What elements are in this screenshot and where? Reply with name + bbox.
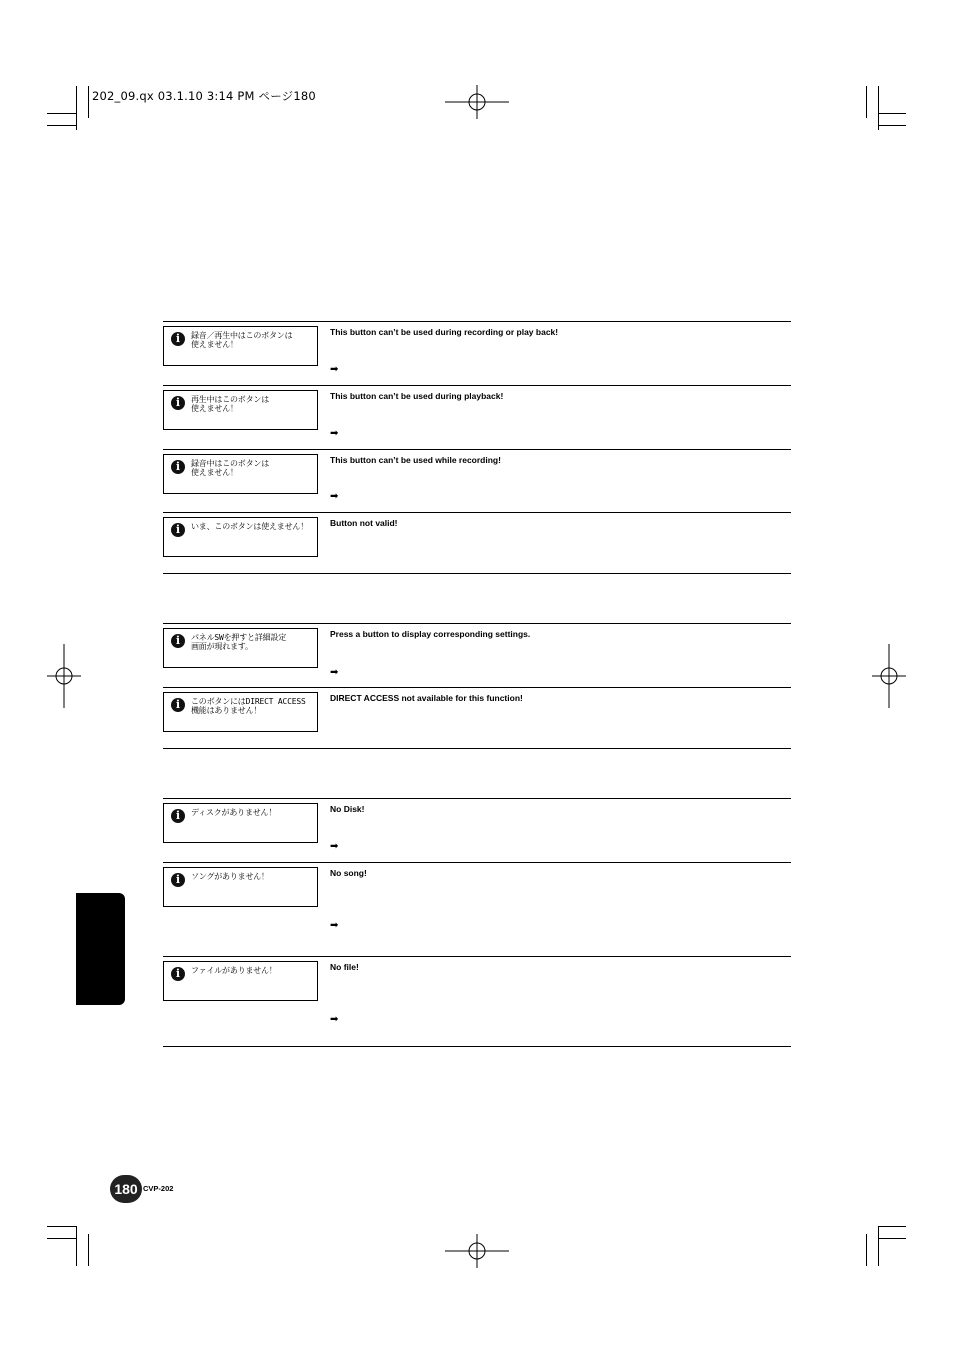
message-row xyxy=(163,385,791,449)
crop-mark xyxy=(47,113,77,114)
arrow-right-icon: ➡ xyxy=(330,428,339,439)
message-row xyxy=(163,321,791,385)
info-icon: i xyxy=(171,523,185,537)
lcd-display xyxy=(163,326,318,366)
crop-mark xyxy=(878,1226,879,1266)
lcd-message: 再生中はこのボタンは 使えません！ xyxy=(191,395,269,413)
lcd-display xyxy=(163,692,318,732)
lcd-message: 録音／再生中はこのボタンは 使えません！ xyxy=(191,331,293,349)
crop-mark xyxy=(88,1234,89,1266)
info-icon: i xyxy=(171,809,185,823)
message-text: DIRECT ACCESS not available for this function! xyxy=(330,693,523,703)
message-section xyxy=(163,798,791,1049)
crop-mark xyxy=(47,125,77,126)
arrow-right-icon: ➡ xyxy=(330,491,339,502)
info-icon: i xyxy=(171,967,185,981)
crop-mark xyxy=(878,113,906,114)
crop-mark xyxy=(76,86,77,130)
lcd-message: 録音中はこのボタンは 使えません！ xyxy=(191,459,269,477)
crop-mark xyxy=(88,86,89,118)
arrow-right-icon: ➡ xyxy=(330,667,339,678)
crop-mark xyxy=(47,1238,77,1239)
crop-mark xyxy=(866,86,867,118)
crop-mark xyxy=(878,86,879,130)
crop-mark xyxy=(878,1226,906,1227)
crop-mark xyxy=(47,1226,77,1227)
message-text: No file! xyxy=(330,962,359,972)
page-number: 180 xyxy=(110,1175,142,1203)
lcd-display xyxy=(163,517,318,557)
registration-mark-icon xyxy=(872,644,906,708)
registration-mark-icon xyxy=(445,1234,509,1268)
lcd-display xyxy=(163,961,318,1001)
section-divider xyxy=(163,573,791,574)
section-divider xyxy=(163,1046,791,1047)
arrow-right-icon: ➡ xyxy=(330,841,339,852)
info-icon: i xyxy=(171,873,185,887)
lcd-message: いま、このボタンは使えません！ xyxy=(191,522,308,531)
message-text: This button can’t be used during playback! xyxy=(330,391,504,401)
info-icon: i xyxy=(171,698,185,712)
crop-mark xyxy=(878,1238,906,1239)
info-icon: i xyxy=(171,332,185,346)
lcd-message: ソングがありません！ xyxy=(191,872,269,881)
message-text: Press a button to display corresponding settings. xyxy=(330,629,531,639)
message-row xyxy=(163,862,791,957)
message-row xyxy=(163,512,791,574)
registration-mark-icon xyxy=(445,85,509,119)
lcd-message: ディスクがありません！ xyxy=(191,808,277,817)
info-icon: i xyxy=(171,460,185,474)
message-row xyxy=(163,956,791,1047)
lcd-display xyxy=(163,867,318,907)
info-icon: i xyxy=(171,396,185,410)
model-name: CVP-202 xyxy=(143,1184,174,1193)
lcd-message: パネルSWを押すと詳細設定 画面が現れます。 xyxy=(191,633,287,651)
print-slug: 202_09.qx 03.1.10 3:14 PM ページ180 xyxy=(92,89,316,103)
info-icon: i xyxy=(171,634,185,648)
lcd-message: ファイルがありません！ xyxy=(191,966,277,975)
crop-mark xyxy=(878,125,906,126)
crop-mark xyxy=(866,1234,867,1266)
lcd-message: このボタンにはDIRECT ACCESS 機能はありません！ xyxy=(191,697,306,715)
message-row xyxy=(163,798,791,863)
registration-mark-icon xyxy=(47,644,81,708)
lcd-display xyxy=(163,628,318,668)
message-text: No Disk! xyxy=(330,804,365,814)
chapter-tab xyxy=(76,893,125,1005)
arrow-right-icon: ➡ xyxy=(330,364,339,375)
message-section xyxy=(163,623,791,750)
lcd-display xyxy=(163,390,318,430)
message-row xyxy=(163,449,791,513)
section-divider xyxy=(163,748,791,749)
message-text: Button not valid! xyxy=(330,518,398,528)
crop-mark xyxy=(76,1226,77,1266)
arrow-right-icon: ➡ xyxy=(330,920,339,931)
message-row xyxy=(163,687,791,749)
message-text: No song! xyxy=(330,868,367,878)
message-text: This button can’t be used during recording or play back! xyxy=(330,327,559,337)
arrow-right-icon: ➡ xyxy=(330,1014,339,1025)
message-text: This button can’t be used while recording! xyxy=(330,455,501,465)
lcd-display xyxy=(163,803,318,843)
message-row xyxy=(163,623,791,688)
message-section xyxy=(163,321,791,574)
lcd-display xyxy=(163,454,318,494)
